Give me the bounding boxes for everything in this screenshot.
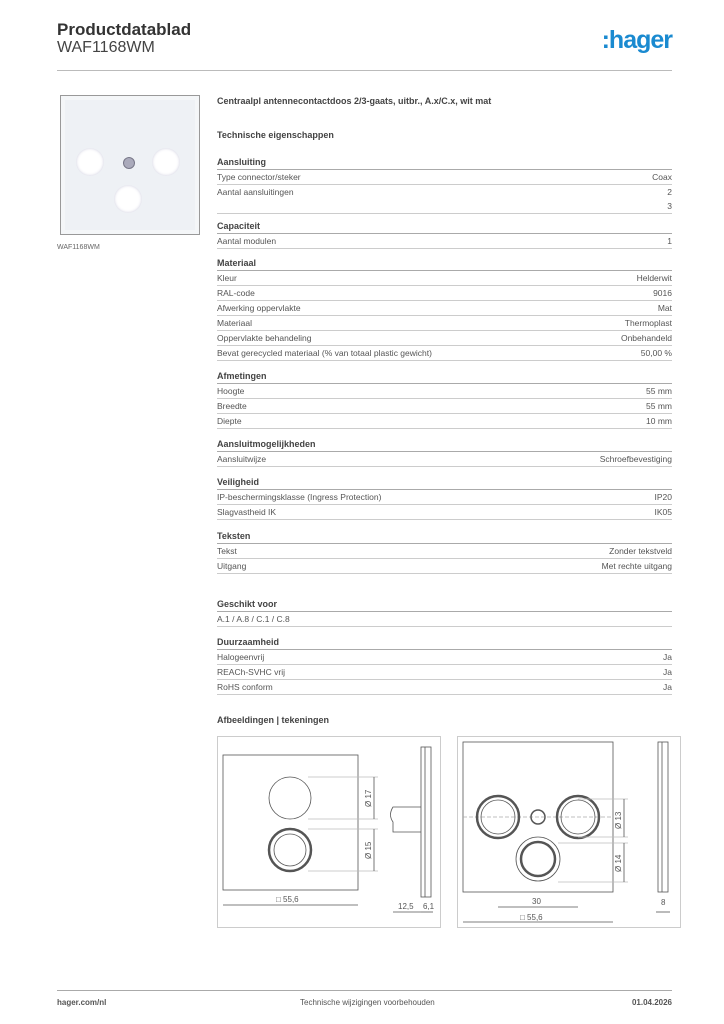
spec-label: Tekst bbox=[217, 546, 237, 556]
spec-row bbox=[217, 650, 672, 665]
page-title: Productdatablad bbox=[57, 20, 192, 39]
drawing-left bbox=[217, 736, 441, 928]
spec-row bbox=[217, 399, 672, 414]
section-heading: Geschikt voor bbox=[217, 597, 672, 612]
dim-depth1: 12,5 bbox=[398, 902, 414, 911]
spec-label: A.1 / A.8 / C.1 / C.8 bbox=[217, 614, 290, 624]
product-description: Centraalpl antennecontactdoos 2/3-gaats, uitbr., A.x/C.x, wit mat bbox=[217, 96, 492, 106]
spec-value: 10 mm bbox=[646, 416, 672, 426]
spec-value: Thermoplast bbox=[624, 318, 672, 328]
section-capaciteit bbox=[217, 219, 672, 249]
section-aansluiting bbox=[217, 155, 672, 214]
drawings-heading: Afbeeldingen | tekeningen bbox=[217, 715, 330, 725]
spec-label: Halogeenvrij bbox=[217, 652, 265, 662]
section-heading: Aansluitmogelijkheden bbox=[217, 437, 672, 452]
section-heading: Veiligheid bbox=[217, 475, 672, 490]
footer-date: 01.04.2026 bbox=[631, 998, 672, 1007]
spec-value: 2 3 bbox=[667, 187, 672, 211]
spec-label: Diepte bbox=[217, 416, 242, 426]
spec-value: 1 bbox=[667, 236, 672, 246]
dim-width: □ 55,6 bbox=[520, 913, 543, 922]
spec-row bbox=[217, 234, 672, 249]
dim-d14: Ø 14 bbox=[614, 854, 623, 872]
spec-value: Ja bbox=[663, 682, 672, 692]
dim-d17: Ø 17 bbox=[364, 789, 373, 807]
dim-depth: 8 bbox=[661, 898, 666, 907]
spec-value: IP20 bbox=[654, 492, 672, 502]
spec-row bbox=[217, 490, 672, 505]
footer-url[interactable]: hager.com/nl bbox=[57, 998, 107, 1007]
dim-depth2: 6,1 bbox=[423, 902, 435, 911]
section-veiligheid bbox=[217, 475, 672, 520]
section-duurzaamheid bbox=[217, 635, 672, 695]
spec-value: IK05 bbox=[654, 507, 672, 517]
spec-value: Coax bbox=[652, 172, 672, 182]
section-heading: Duurzaamheid bbox=[217, 635, 672, 650]
spec-row bbox=[217, 331, 672, 346]
spec-value: Ja bbox=[663, 652, 672, 662]
spec-row bbox=[217, 452, 672, 467]
spec-row bbox=[217, 271, 672, 286]
spec-label: Materiaal bbox=[217, 318, 252, 328]
spec-label: REACh-SVHC vrij bbox=[217, 667, 286, 677]
spec-value: Ja bbox=[663, 667, 672, 677]
spec-row bbox=[217, 384, 672, 399]
section-heading: Afmetingen bbox=[217, 369, 672, 384]
section-aansluitmogelijkheden bbox=[217, 437, 672, 467]
footer-note: Technische wijzigingen voorbehouden bbox=[300, 998, 435, 1007]
spec-label: Slagvastheid IK bbox=[217, 507, 277, 517]
dim-d15: Ø 15 bbox=[364, 841, 373, 859]
section-heading: Materiaal bbox=[217, 256, 672, 271]
spec-label: RAL-code bbox=[217, 288, 255, 298]
section-materiaal bbox=[217, 256, 672, 361]
spec-label: Uitgang bbox=[217, 561, 247, 571]
spec-row bbox=[217, 505, 672, 520]
spec-value: Helderwit bbox=[636, 273, 672, 283]
footer-divider bbox=[57, 990, 672, 991]
spec-row bbox=[217, 316, 672, 331]
spec-row bbox=[217, 680, 672, 695]
spec-row bbox=[217, 301, 672, 316]
spec-label: Oppervlakte behandeling bbox=[217, 333, 312, 343]
spec-label: Kleur bbox=[217, 273, 237, 283]
product-code: WAF1168WM bbox=[57, 39, 155, 56]
spec-row bbox=[217, 544, 672, 559]
section-heading: Teksten bbox=[217, 529, 672, 544]
spec-row bbox=[217, 665, 672, 680]
spec-value: 50,00 % bbox=[640, 348, 672, 358]
spec-row bbox=[217, 185, 672, 214]
section-afmetingen bbox=[217, 369, 672, 429]
spec-row bbox=[217, 559, 672, 574]
spec-label: Hoogte bbox=[217, 386, 245, 396]
spec-value: Onbehandeld bbox=[620, 333, 672, 343]
spec-label: Bevat gerecycled materiaal (% van totaal plastic gewicht) bbox=[217, 348, 432, 358]
section-heading: Capaciteit bbox=[217, 219, 672, 234]
spec-row bbox=[217, 170, 672, 185]
spec-row bbox=[217, 346, 672, 361]
dim-spacing: 30 bbox=[532, 897, 541, 906]
dim-d13: Ø 13 bbox=[614, 811, 623, 829]
header-divider bbox=[57, 70, 672, 71]
spec-value: 55 mm bbox=[646, 386, 672, 396]
product-image bbox=[60, 95, 200, 235]
spec-value: 9016 bbox=[653, 288, 672, 298]
spec-value: Zonder tekstveld bbox=[609, 546, 672, 556]
spec-row bbox=[217, 286, 672, 301]
spec-row bbox=[217, 612, 672, 627]
section-heading: Aansluiting bbox=[217, 155, 672, 170]
spec-label: Type connector/steker bbox=[217, 172, 301, 182]
tech-heading: Technische eigenschappen bbox=[217, 130, 334, 140]
spec-label: Afwerking oppervlakte bbox=[217, 303, 301, 313]
spec-value: Met rechte uitgang bbox=[601, 561, 672, 571]
spec-label: Aansluitwijze bbox=[217, 454, 267, 464]
section-teksten bbox=[217, 529, 672, 574]
spec-label: Aantal modulen bbox=[217, 236, 277, 246]
drawing-right bbox=[457, 736, 681, 928]
spec-label: IP-beschermingsklasse (Ingress Protection) bbox=[217, 492, 382, 502]
image-caption: WAF1168WM bbox=[57, 244, 100, 251]
section-geschikt-voor bbox=[217, 597, 672, 627]
dim-width: □ 55,6 bbox=[276, 895, 299, 904]
spec-label: Aantal aansluitingen bbox=[217, 187, 294, 197]
spec-value: Schroefbevestiging bbox=[599, 454, 672, 464]
spec-value: 55 mm bbox=[646, 401, 672, 411]
spec-label: Breedte bbox=[217, 401, 247, 411]
hager-logo: :hager bbox=[601, 26, 672, 54]
spec-label: RoHS conform bbox=[217, 682, 273, 692]
spec-row bbox=[217, 414, 672, 429]
spec-value: Mat bbox=[657, 303, 672, 313]
